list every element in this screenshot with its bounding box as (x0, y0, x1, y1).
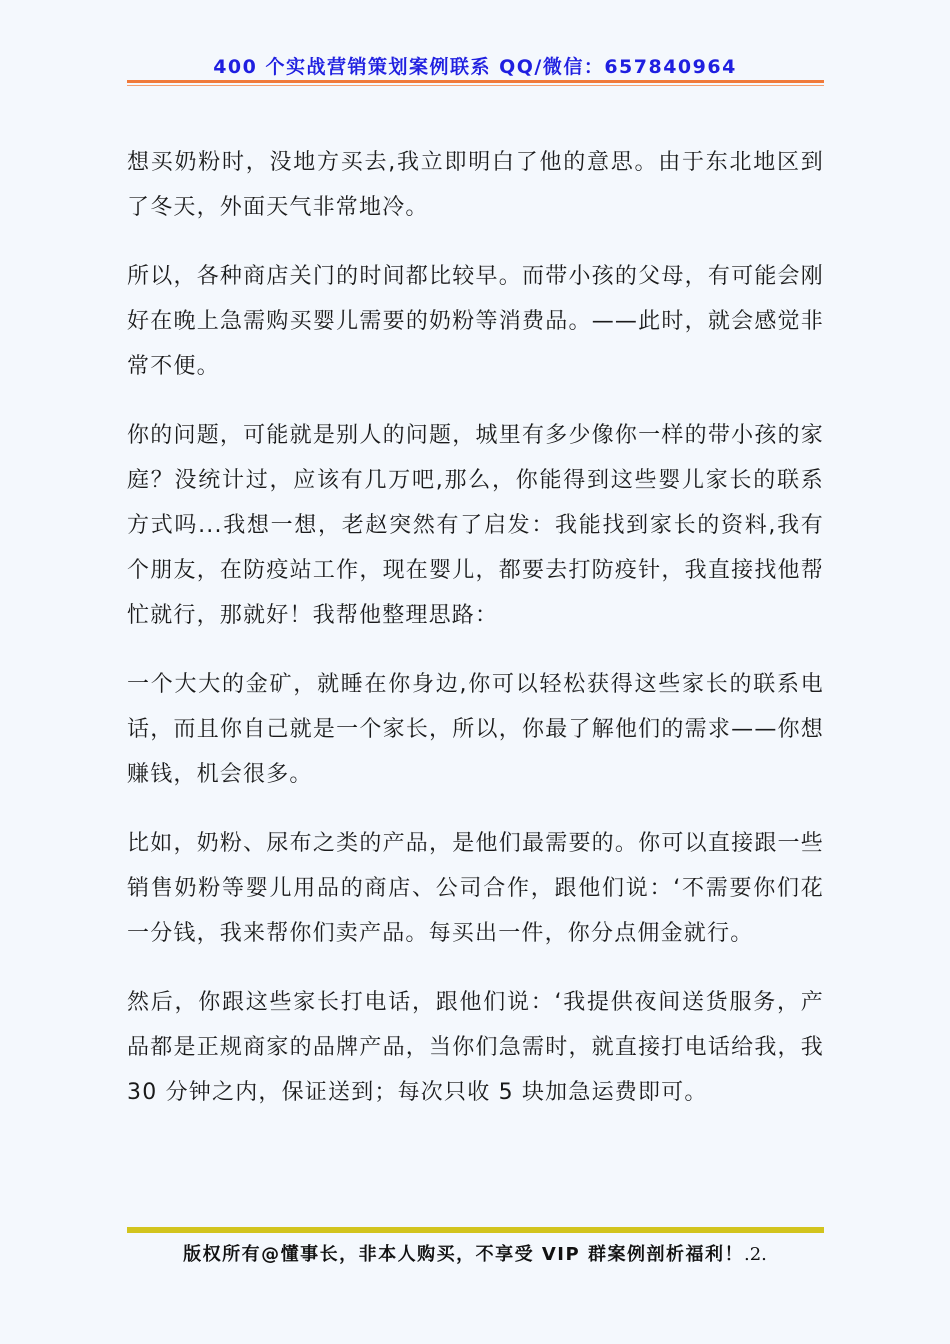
paragraph: 一个大大的金矿，就睡在你身边,你可以轻松获得这些家长的联系电话，而且你自己就是一个家长，所以，你最了解他们的需求——你想赚钱，机会很多。 (127, 672, 824, 787)
document-body (127, 140, 824, 1139)
page-header: 400 个实战营销策划案例联系 QQ/微信：657840964 (213, 56, 737, 78)
paragraph: 想买奶粉时，没地方买去,我立即明白了他的意思。由于东北地区到了冬天，外面天气非常地冷。 (127, 150, 824, 220)
paragraph: 你的问题，可能就是别人的问题，城里有多少像你一样的带小孩的家庭？没统计过，应该有几万吧,那么，你能得到这些婴儿家长的联系方式吗...我想一想，老赵突然有了启发：我能找到家长的资料,我有个朋友，在防疫站工作，现在婴儿，都要去打防疫针，我直接找他帮忙就行，那就好！我帮他整理思路： (127, 423, 824, 628)
copyright-notice: 版权所有@懂事长，非本人购买，不享受 VIP 群案例剖析福利！ (183, 1244, 744, 1265)
paragraph: 所以，各种商店关门的时间都比较早。而带小孩的父母，有可能会刚好在晚上急需购买婴儿需要的奶粉等消费品。——此时，就会感觉非常不便。 (127, 264, 824, 379)
header-divider-thin (127, 85, 824, 86)
page-footer (0, 1240, 950, 1266)
footer-divider (127, 1227, 824, 1233)
paragraph: 比如，奶粉、尿布之类的产品，是他们最需要的。你可以直接跟一些销售奶粉等婴儿用品的商店、公司合作，跟他们说：‘不需要你们花一分钱，我来帮你们卖产品。每买出一件，你分点佣金就行。 (127, 831, 824, 946)
page-number: .2. (743, 1244, 767, 1265)
header-divider (127, 80, 824, 83)
paragraph: 然后，你跟这些家长打电话，跟他们说：‘我提供夜间送货服务，产品都是正规商家的品牌产品，当你们急需时，就直接打电话给我，我 30 分钟之内，保证送到；每次只收 5 块加急运费即可。 (127, 990, 824, 1105)
